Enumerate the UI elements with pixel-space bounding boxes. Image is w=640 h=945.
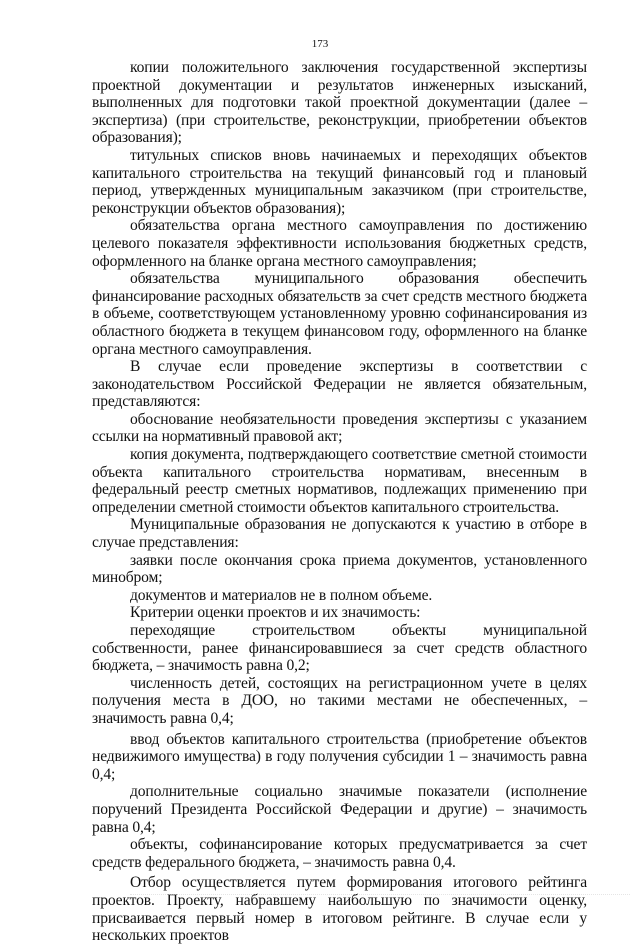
paragraph: дополнительные социально значимые показатели (исполнение поручений Президента Российской Федерации и другие) – значимость равна 0,4; xyxy=(92,783,587,836)
paragraph: объекты, софинансирование которых предусматривается за счет средств федерального бюджета, – значимость равна 0,4. xyxy=(92,836,587,871)
paragraph: титульных списков вновь начинаемых и переходящих объектов капитального строительства на текущий финансовый год и плановый период, утвержденных муниципальным заказчиком (при строительстве, реконструкции объектов образования); xyxy=(92,146,587,217)
paragraph: В случае если проведение экспертизы в соответствии с законодательством Российской Федерации не является обязательным, представляются: xyxy=(92,358,587,411)
paragraph: Муниципальные образования не допускаются к участию в отборе в случае представления: xyxy=(92,516,587,552)
paragraph: переходящие строительством объекты муниципальной собственности, ранее финансировавшиеся за счет средств областного бюджета, – значимость равна 0,2; xyxy=(92,622,587,675)
document-body xyxy=(92,59,587,945)
paragraph: обоснование необязательности проведения экспертизы с указанием ссылки на нормативный правовой акт; xyxy=(92,410,587,446)
paragraph: заявки после окончания срока приема документов, установленного минобром; xyxy=(92,551,587,587)
paragraph: копии положительного заключения государственной экспертизы проектной документации и результатов инженерных изысканий, выполненных для подготовки такой проектной документации (далее – экспертиза) (при строительстве, реконструкции, приобретении объектов образования); xyxy=(92,59,587,147)
paragraph: документов и материалов не в полном объеме. xyxy=(130,586,433,604)
paragraph: копия документа, подтверждающего соответствие сметной стоимости объекта капитального строительства нормативам, внесенным в федеральный реестр сметных нормативов, подлежащих применению при определении сметной стоимости объектов капитального строительства. xyxy=(92,446,587,516)
page-number: 173 xyxy=(311,38,329,50)
paragraph: Отбор осуществляется путем формирования итогового рейтинга проектов. Проекту, набравшему наибольшую по значимости оценку, присваивается первый номер в итоговом рейтинге. В случае если у нескольких проектов xyxy=(92,874,587,945)
paragraph: обязательства органа местного самоуправления по достижению целевого показателя эффективности использования бюджетных средств, оформленного на бланке органа местного самоуправления; xyxy=(92,217,587,270)
paragraph: Критерии оценки проектов и их значимость: xyxy=(130,604,421,622)
paragraph: ввод объектов капитального строительства (приобретение объектов недвижимого имущества) в году получения субсидии 1 – значимость равна 0,4; xyxy=(92,730,587,783)
scan-artifact-line xyxy=(130,894,630,895)
paragraph: обязательства муниципального образования обеспечить финансирование расходных обязательств за счет средств местного бюджета в объеме, соответствующем установленному уровню софинансирования из областного бюджета в текущем финансовом году, оформленного на бланке органа местного самоуправления. xyxy=(92,270,587,358)
paragraph: численность детей, состоящих на регистрационном учете в целях получения места в ДОО, но такими местами не обеспеченных, – значимость равна 0,4; xyxy=(92,674,587,727)
